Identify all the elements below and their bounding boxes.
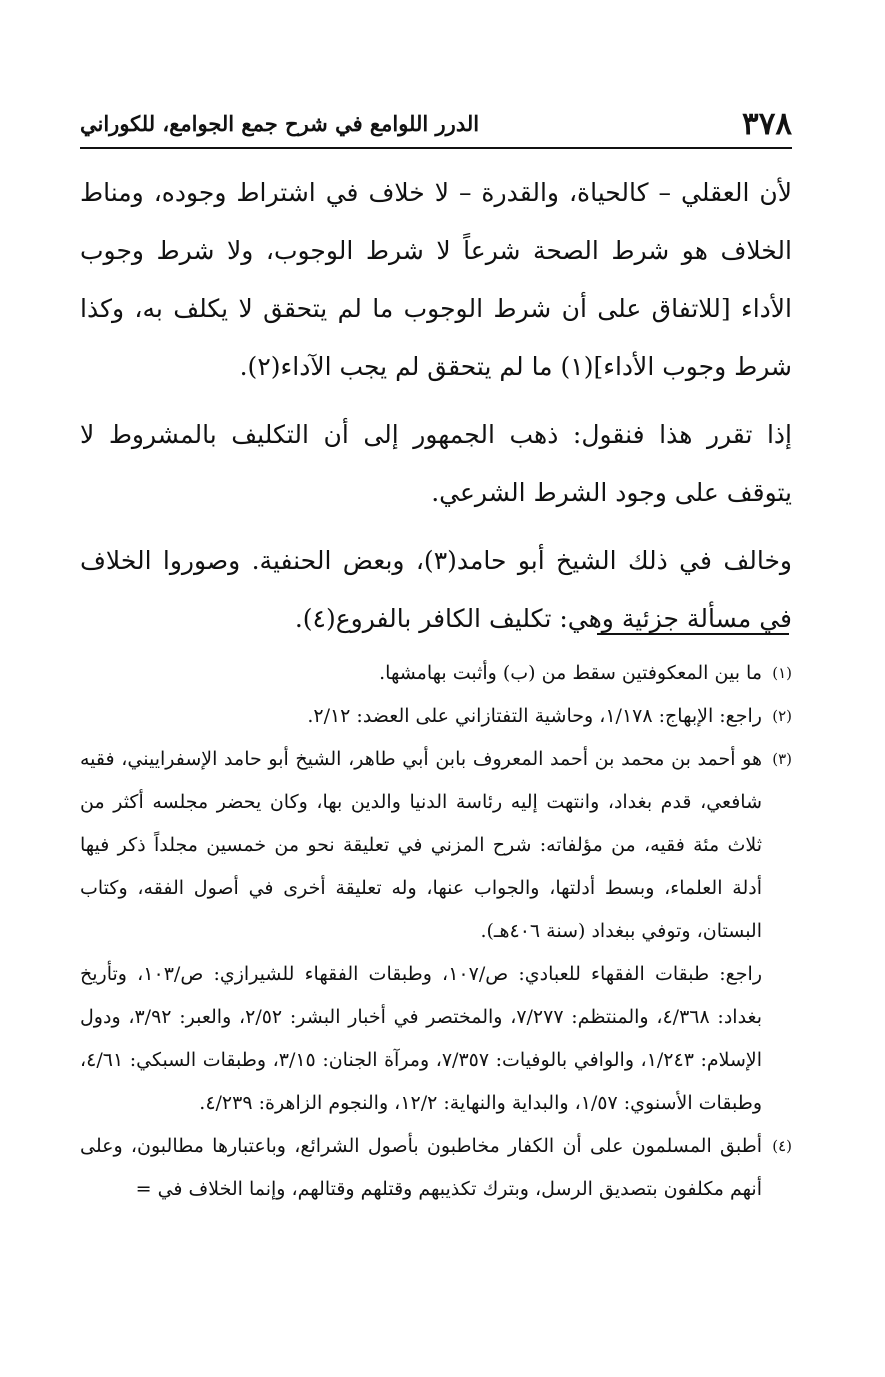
footnote-text: ما بين المعكوفتين سقط من (ب) وأثبت بهامشها. <box>379 662 762 684</box>
page-number: ٣٧٨ <box>742 106 792 142</box>
header-rule <box>80 147 792 149</box>
paragraph: إذا تقرر هذا فنقول: ذهب الجمهور إلى أن التكليف بالمشروط لا يتوقف على وجود الشرط الشرعي. <box>80 420 792 507</box>
footnote-number: (١) <box>772 664 792 682</box>
footnote-separator <box>597 633 789 635</box>
running-title: الدرر اللوامع في شرح جمع الجوامع، للكوراني <box>80 111 480 136</box>
footnote <box>80 738 792 1125</box>
page-header <box>80 104 792 144</box>
footnote <box>80 1125 792 1211</box>
footnotes <box>80 652 792 1211</box>
footnote-text: أطبق المسلمون على أن الكفار مخاطبون بأصول الشرائع، وباعتبارها مطالبون، وعلى أنهم مكلفون بتصديق الرسل، وبترك تكذيبهم وقتلهم وقتالهم، وإنما الخلاف في = <box>80 1135 762 1200</box>
paragraph: وخالف في ذلك الشيخ أبو حامد(٣)، وبعض الحنفية. وصوروا الخلاف في مسألة جزئية وهي: تكليف الكافر بالفروع(٤). <box>80 546 792 633</box>
main-text <box>80 164 792 658</box>
footnote-number: (٣) <box>772 750 792 768</box>
footnote-number: (٢) <box>772 707 792 725</box>
footnote <box>80 695 792 738</box>
paragraph: لأن العقلي – كالحياة، والقدرة – لا خلاف في اشتراط وجوده، ومناط الخلاف هو شرط الصحة شرعاً لا شرط الوجوب، ولا شرط وجوب الأداء [للاتفاق على أن شرط الوجوب ما لم يتحقق لا يكلف به، وكذا شرط وجوب الأداء](١) ما لم يتحقق لم يجب الآداء(٢). <box>80 178 792 381</box>
footnote-number: (٤) <box>772 1137 792 1155</box>
footnote-references: راجع: طبقات الفقهاء للعبادي: ص/١٠٧، وطبقات الفقهاء للشيرازي: ص/١٠٣، وتأريخ بغداد: ٤/٣٦٨، والمنتظم: ٧/٢٧٧، والمختصر في أخبار البشر: ٢/٥٢، والعبر: ٣/٩٢، ودول الإسلام: ١/٢٤٣، والوافي بالوفيات: ٧/٣٥٧، ومرآة الجنان: ٣/١٥، وطبقات السبكي: ٤/٦١، وطبقات الأسنوي: ١/٥٧، والبداية والنهاية: ١٢/٢، والنجوم الزاهرة: ٤/٢٣٩. <box>80 963 763 1114</box>
footnote-text: راجع: الإبهاج: ١/١٧٨، وحاشية التفتازاني على العضد: ٢/١٢. <box>307 705 762 727</box>
footnote <box>80 652 792 695</box>
footnote-text: هو أحمد بن محمد بن أحمد المعروف بابن أبي طاهر، الشيخ أبو حامد الإسفراييني، فقيه شافعي، قدم بغداد، وانتهت إليه رئاسة الدنيا والدين بها، وكان يحضر مجلسه أكثر من ثلاث مئة فقيه، من مؤلفاته: شرح المزني في تعليقة نحو من خمسين مجلداً ذكر فيها أدلة العلماء، وبسط أدلتها، والجواب عنها، وله تعليقة أخرى في أصول الفقه، وكتاب البستان، وتوفي ببغداد (سنة ٤٠٦هـ). <box>80 748 762 942</box>
